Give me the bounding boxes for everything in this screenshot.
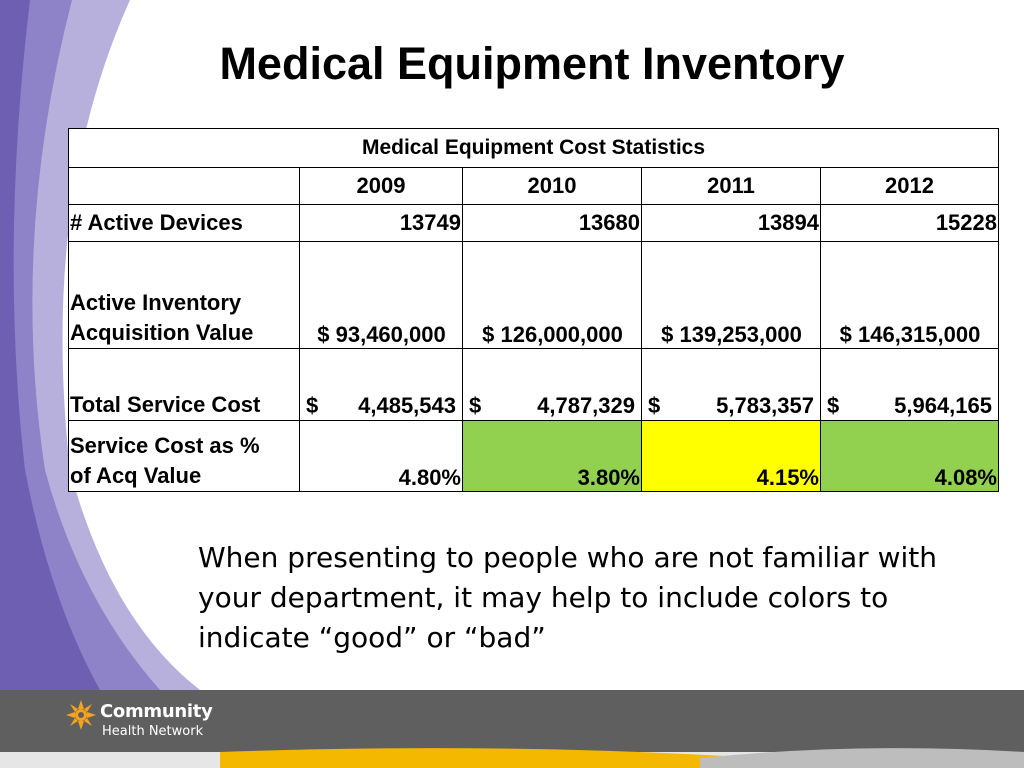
currency-symbol: $ (469, 393, 482, 418)
year-header: 2010 (463, 168, 642, 205)
starburst-logo-icon (66, 700, 96, 730)
cost-statistics-table (68, 128, 999, 492)
year-header-row (69, 168, 999, 205)
cell-value (821, 349, 999, 421)
row-label-line: Acquisition Value (70, 320, 254, 345)
cell-value: $ 126,000,000 (463, 242, 642, 349)
cell-value (463, 349, 642, 421)
table-row-service-cost-percent (69, 421, 999, 492)
cell-value-good: 4.08% (821, 421, 999, 492)
cell-value: 13680 (463, 205, 642, 242)
table-caption: Medical Equipment Cost Statistics (69, 129, 999, 168)
amount: 4,787,329 (537, 393, 635, 418)
amount: 5,783,357 (716, 393, 814, 418)
currency-symbol: $ (306, 393, 319, 418)
year-header: 2012 (821, 168, 999, 205)
cell-value (642, 349, 821, 421)
row-label-line: of Acq Value (70, 463, 202, 488)
row-label-line: Active Inventory (70, 290, 242, 315)
cell-value: $ 93,460,000 (300, 242, 463, 349)
row-label-line: Service Cost as % (70, 433, 260, 458)
cell-value: $ 139,253,000 (642, 242, 821, 349)
table-caption-row (69, 129, 999, 168)
cell-value: 15228 (821, 205, 999, 242)
amount: 5,964,165 (894, 393, 992, 418)
row-label: # Active Devices (69, 205, 300, 242)
year-header: 2011 (642, 168, 821, 205)
header-empty-cell (69, 168, 300, 205)
logo-name: Community (100, 701, 213, 722)
cell-value-good: 3.80% (463, 421, 642, 492)
row-label (69, 242, 300, 349)
table-row-total-service-cost (69, 349, 999, 421)
logo-subtitle: Health Network (102, 724, 204, 739)
cell-value (300, 349, 463, 421)
table-row-active-devices (69, 205, 999, 242)
table-row-acquisition-value (69, 242, 999, 349)
cell-value-caution: 4.15% (642, 421, 821, 492)
amount: 4,485,543 (358, 393, 456, 418)
year-header: 2009 (300, 168, 463, 205)
row-label: Total Service Cost (69, 349, 300, 421)
presenter-note: When presenting to people who are not familiar with your department, it may help to include colors to indicate “good” or “bad” (198, 541, 937, 654)
cell-value: 4.80% (300, 421, 463, 492)
currency-symbol: $ (827, 393, 840, 418)
cell-value: $ 146,315,000 (821, 242, 999, 349)
cell-value: 13749 (300, 205, 463, 242)
currency-symbol: $ (648, 393, 661, 418)
row-label (69, 421, 300, 492)
community-health-network-logo (66, 698, 236, 746)
slide-title: Medical Equipment Inventory (219, 38, 845, 89)
cell-value: 13894 (642, 205, 821, 242)
